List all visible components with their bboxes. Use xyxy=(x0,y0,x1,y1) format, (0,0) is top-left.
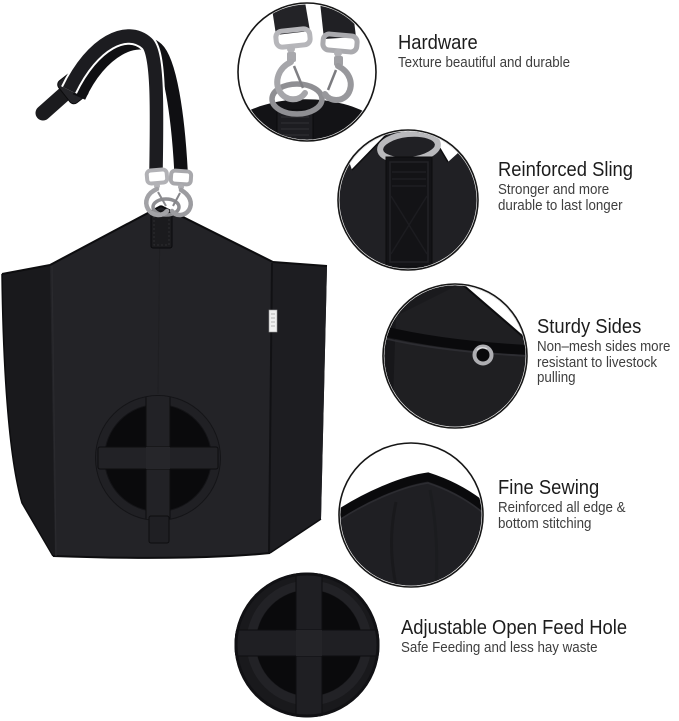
callout-circle-feed-hole xyxy=(234,572,381,720)
feature-line: Non–mesh sides more xyxy=(537,339,671,355)
callout-circle-sturdy-sides xyxy=(383,284,528,429)
feature-line: Texture beautiful and durable xyxy=(398,55,571,71)
strap-loop-right-icon xyxy=(171,170,192,184)
feature-title: Fine Sewing xyxy=(498,477,600,499)
feature-adjustable-open-feed-hole xyxy=(401,618,627,657)
callout-circle-fine-sewing xyxy=(339,443,484,588)
feature-title: Reinforced Sling xyxy=(498,159,634,181)
feature-reinforced-sling xyxy=(498,160,633,214)
apex-hardware xyxy=(146,169,191,215)
strap-loop-left-icon xyxy=(146,169,167,184)
handle-strap xyxy=(43,36,191,215)
bag-right-side xyxy=(270,262,327,553)
feature-line: pulling xyxy=(537,370,576,386)
feature-title: Hardware xyxy=(398,32,478,54)
feature-title: Adjustable Open Feed Hole xyxy=(401,617,628,639)
feature-sturdy-sides xyxy=(537,317,670,387)
callout-circle-reinforced-sling xyxy=(336,125,482,274)
feature-hardware xyxy=(398,33,570,72)
feature-title: Sturdy Sides xyxy=(537,316,642,338)
feature-fine-sewing xyxy=(498,478,626,532)
feature-line: durable to last longer xyxy=(498,197,623,214)
feature-line: Reinforced all edge & xyxy=(498,500,626,516)
feature-line: resistant to livestock xyxy=(537,354,658,371)
callout-circle-hardware xyxy=(234,2,380,145)
feature-line: Stronger and more xyxy=(498,182,610,198)
feature-line: Safe Feeding and less hay waste xyxy=(401,640,598,656)
feature-line: bottom stitching xyxy=(498,515,592,532)
brand-tag xyxy=(269,310,277,332)
hay-bag xyxy=(2,206,327,558)
